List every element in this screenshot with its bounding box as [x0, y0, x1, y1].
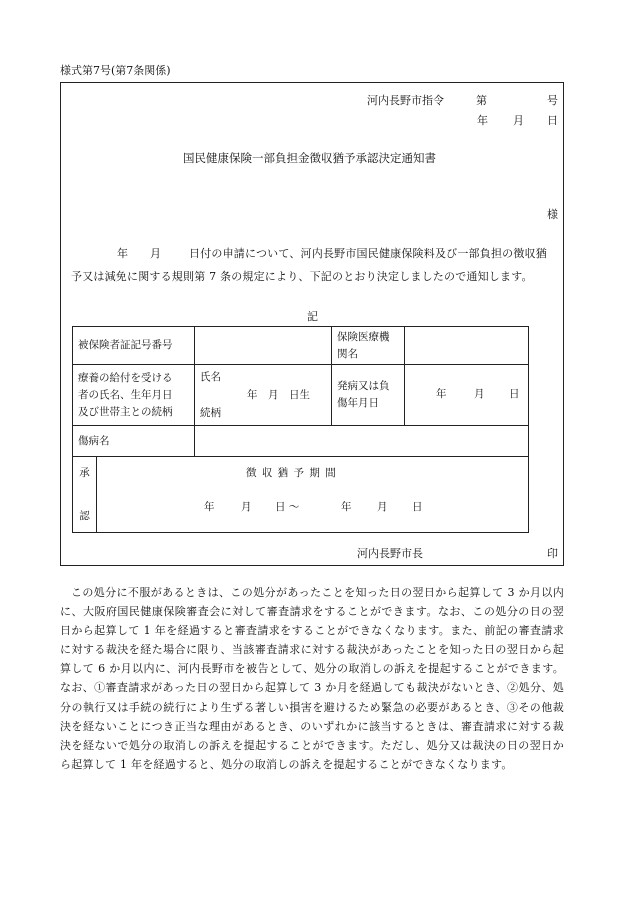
period-from-year: 年	[204, 501, 215, 513]
approval-char-1: 承	[79, 466, 90, 479]
form-code: 様式第7号(第7条関係)	[60, 64, 171, 77]
period-to-day: 日	[412, 501, 423, 513]
approval-value	[97, 457, 529, 533]
document-title: 国民健康保険一部負担金徴収猶予承認決定通知書	[183, 151, 436, 165]
deferral-period-label: 徴 収 猶 予 期 間	[246, 467, 337, 479]
hospital-label	[332, 327, 405, 365]
approval-char-2: 認	[79, 509, 90, 522]
signer-title: 河内長野市長	[357, 547, 423, 560]
body-month: 月	[150, 247, 161, 260]
onset-label	[332, 365, 405, 426]
onset-month: 月	[474, 388, 485, 400]
onset-label-line-2: 傷年月日	[337, 397, 379, 409]
birth-date: 年 月 日生	[247, 389, 310, 401]
period-from-day: 日 〜	[275, 501, 300, 513]
body-line-1: 日付の申請について、河内長野市国民健康保険料及び一部負担の徴収猶	[189, 247, 547, 260]
date-year: 年	[477, 114, 488, 127]
date-month: 月	[513, 114, 524, 127]
hospital-label-line-1: 保険医療機	[337, 330, 390, 343]
recipient-label	[73, 365, 195, 426]
appeal-notice	[60, 583, 564, 774]
recipient-value	[195, 365, 332, 426]
seal-mark: 印	[547, 547, 558, 560]
period-to-year: 年	[341, 501, 352, 513]
relation-label: 続柄	[200, 407, 221, 419]
details-table	[72, 326, 529, 533]
number-gou: 号	[547, 94, 558, 107]
appeal-notice-text: この処分に不服があるときは、この処分があったことを知った日の翌日から起算して 3 か月以内に、大阪府国民健康保険審査会に対して審査請求をすることができます。なお、この処分の日の翌日から起算して 1 年を経過すると審査請求をすることができなくなります。また、前記の審査請求に対する裁決を経た場合に限り、当該審査請求に対する裁決があったことを知った日の翌日から起算して 6 か月以内に、河内長野市を被告として、処分の取消しの訴えを提起することができます。なお、①審査請求があった日の翌日から起算して 3 か月を経過しても裁決がないとき、②処分、処分の執行又は手続の続行により生ずる著しい損害を避けるため緊急の必要があるとき、③その他裁決を経ないことにつき正当な理由があるとき、のいずれかに該当するときは、審査請求に対する裁決を経ないで処分の取消しの訴えを提起することができます。ただし、処分又は裁決の日の翌日から起算して 1 年を経過すると、処分の取消しの訴えを提起することができなくなります。	[60, 586, 564, 771]
insured-id-label: 被保険者証記号番号	[73, 327, 195, 365]
recipient-label-line-1: 療養の給付を受ける	[78, 371, 173, 384]
onset-value	[405, 365, 529, 426]
number-dai: 第	[476, 94, 487, 107]
addressee-suffix: 様	[547, 208, 558, 221]
period-from-month: 月	[241, 501, 252, 513]
date-day: 日	[547, 114, 558, 127]
name-label: 氏名	[200, 371, 221, 383]
hospital-value	[405, 327, 529, 365]
onset-year: 年	[436, 388, 447, 400]
hospital-label-line-2: 関名	[337, 347, 358, 360]
recipient-label-line-2: 者の氏名、生年月日	[78, 388, 173, 401]
body-year: 年	[117, 247, 128, 260]
period-to-month: 月	[377, 501, 388, 513]
onset-label-line-1: 発病又は負	[337, 380, 390, 392]
onset-day: 日	[509, 388, 520, 400]
approval-label	[73, 457, 97, 533]
issuer-number-label: 河内長野市指令	[367, 94, 444, 107]
insured-id-value	[195, 327, 332, 365]
injury-value	[195, 426, 529, 457]
recipient-label-line-3: 及び世帯主との続柄	[78, 405, 173, 418]
ki-heading: 記	[307, 310, 318, 323]
injury-label: 傷病名	[73, 426, 195, 457]
body-line-2: 予又は減免に関する規則第 7 条の規定により、下記のとおり決定しましたので通知します。	[71, 270, 533, 283]
